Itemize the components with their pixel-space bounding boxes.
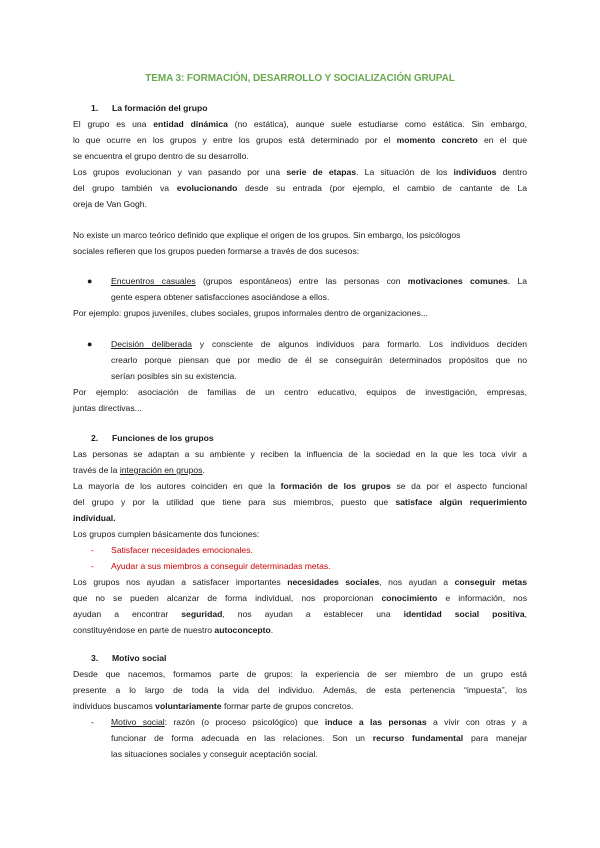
document-title: TEMA 3: FORMACIÓN, DESARROLLO Y SOCIALIZACIÓN GRUPAL [145,73,455,84]
paragraph-line: lo que ocurre en los grupos y entre los grupos está determinado por el momento concreto en el que [73,135,527,145]
paragraph-line: Por ejemplo: grupos juveniles, clubes sociales, grupos informales dentro de organizaciones... [73,308,428,318]
paragraph-line: Por ejemplo: asociación de familias de un centro educativo, equipos de investigación, empresas, [73,387,527,397]
list-item-line: gente espera obtener satisfacciones asociándose a ellos. [111,292,330,302]
paragraph-line: El grupo es una entidad dinámica (no estática), aunque suele estudiarse como estática. Sin embargo, [73,119,527,129]
list-item: Motivo social: razón (o proceso psicológico) que induce a las personas a vivir con otras y a [111,717,527,727]
paragraph-line: del grupo también va evolucionando desde su entrada (por ejemplo, el cambio de cantante de La [73,183,527,193]
list-item: Decisión deliberada y consciente de algunos individuos para formarlo. Los individuos deciden [111,339,527,349]
section-heading-1: 1. La formación del grupo [91,103,208,113]
paragraph-line: del grupo y por la utilidad que tiene para sus miembros, puesto que satisface algún requerimiento [73,497,527,507]
paragraph-line: sociales refieren que los grupos pueden formarse a través de dos sucesos: [73,246,360,256]
dash-marker: - [91,561,94,571]
list-item-line: las situaciones sociales y conseguir aceptación social. [111,749,318,759]
paragraph-line: La mayoría de los autores coinciden en que la formación de los grupos se da por el aspecto funcional [73,481,527,491]
paragraph-line: ayudan a encontrar seguridad, nos ayudan a establecer una identidad social positiva, [73,609,527,619]
paragraph-line: Las personas se adaptan a su ambiente y reciben la influencia de la sociedad en la que les toca vivir a [73,449,527,459]
paragraph-line: través de la integración en grupos. [73,465,205,475]
paragraph-line: No existe un marco teórico definido que explique el origen de los grupos. Sin embargo, los psicólogos [73,230,461,240]
paragraph-line: que no se pueden alcanzar de forma individual, nos proporcionan conocimiento e información, nos [73,593,527,603]
bullet-icon: ● [87,276,93,286]
paragraph-line: individuos buscamos voluntariamente formar parte de grupos concretos. [73,701,354,711]
list-item: Ayudar a sus miembros a conseguir determinadas metas. [111,561,331,571]
paragraph-line: juntas directivas... [73,403,142,413]
bullet-icon: ● [87,339,93,349]
paragraph-line: se encuentra el grupo dentro de su desarrollo. [73,151,249,161]
paragraph-line: oreja de Van Gogh. [73,199,147,209]
dash-marker: - [91,545,94,555]
paragraph-line: individual. [73,513,116,523]
paragraph-line: Los grupos evolucionan y van pasando por una serie de etapas. La situación de los individuos dentro [73,167,527,177]
paragraph-line: Los grupos cumplen básicamente dos funciones: [73,529,260,539]
paragraph-line: presente a lo largo de toda la vida del individuo. Además, de esta pertenencia “impuesta”, los [73,685,527,695]
list-item-line: serían posibles sin su existencia. [111,371,237,381]
list-item-line: crearlo porque piensan que por medio de él se conseguirán determinados propósitos que no [111,355,527,365]
dash-marker: - [91,717,94,727]
paragraph-line: constituyéndose en parte de nuestro autoconcepto. [73,625,274,635]
list-item: Encuentros casuales (grupos espontáneos) entre las personas con motivaciones comunes. La [111,276,527,286]
section-heading-3: 3. Motivo social [91,653,167,663]
list-item: Satisfacer necesidades emocionales. [111,545,253,555]
paragraph-line: Los grupos nos ayudan a satisfacer importantes necesidades sociales, nos ayudan a conseguir metas [73,577,527,587]
paragraph-line: Desde que nacemos, formamos parte de grupos: la experiencia de ser miembro de un grupo está [73,669,527,679]
list-item-line: funcionar de forma adecuada en las relaciones. Son un recurso fundamental para manejar [111,733,527,743]
section-heading-2: 2. Funciones de los grupos [91,433,214,443]
